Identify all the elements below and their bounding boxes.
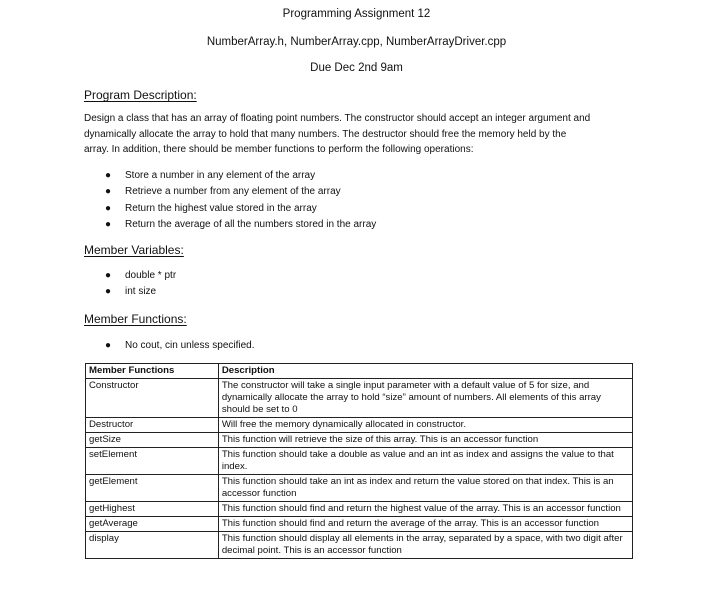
paragraph-line: dynamically allocate the array to hold that many numbers. The destructor should free the memory held by the bbox=[84, 128, 567, 140]
function-name-cell: Destructor bbox=[86, 418, 219, 433]
notes-list bbox=[104, 338, 255, 354]
function-name-cell: display bbox=[86, 532, 219, 559]
bullet-icon: ● bbox=[105, 170, 112, 181]
list-item: ● double * ptr bbox=[104, 268, 176, 284]
table-row bbox=[86, 532, 633, 559]
bullet-icon: ● bbox=[105, 286, 112, 298]
table-header-row bbox=[86, 364, 633, 379]
member-variables-list bbox=[104, 268, 176, 301]
table-row bbox=[86, 433, 633, 448]
program-description-heading: Program Description: bbox=[84, 88, 197, 102]
table-row bbox=[86, 517, 633, 532]
bullet-icon: ● bbox=[105, 218, 112, 230]
table-row bbox=[86, 448, 633, 475]
function-name-cell: getElement bbox=[86, 475, 219, 502]
function-name-cell: getHighest bbox=[86, 502, 219, 517]
description-cell: This function should take an int as index and return the value stored on that index. This is an accessor function bbox=[218, 475, 632, 502]
table-row bbox=[86, 475, 633, 502]
file-list: NumberArray.h, NumberArray.cpp, NumberArrayDriver.cpp bbox=[206, 36, 507, 48]
paragraph-line: Design a class that has an array of floating point numbers. The constructor should accept an integer argument and bbox=[84, 113, 591, 124]
description-cell: This function should find and return the average of the array. This is an accessor function bbox=[218, 517, 632, 532]
function-name-cell: setElement bbox=[86, 448, 219, 475]
description-cell: Will free the memory dynamically allocated in constructor. bbox=[218, 418, 632, 433]
function-name-cell: Constructor bbox=[86, 379, 219, 418]
table-row bbox=[86, 418, 633, 433]
bullet-icon: ● bbox=[105, 340, 112, 351]
table-row bbox=[86, 502, 633, 517]
member-variables-heading: Member Variables: bbox=[84, 243, 184, 257]
bullet-icon: ● bbox=[105, 186, 112, 198]
list-item: ● Retrieve a number from any element of the array bbox=[104, 184, 376, 200]
description-cell: This function should take a double as value and an int as index and assigns the value to that index. bbox=[218, 448, 632, 475]
bullet-icon: ● bbox=[105, 202, 112, 214]
list-item: ● int size bbox=[104, 284, 176, 300]
column-header: Member Functions bbox=[86, 364, 219, 379]
bullet-icon: ● bbox=[105, 270, 112, 281]
due-date: Due Dec 2nd 9am bbox=[310, 62, 403, 74]
function-name-cell: getAverage bbox=[86, 517, 219, 532]
description-cell: This function will retrieve the size of this array. This is an accessor function bbox=[218, 433, 632, 448]
list-item: ● No cout, cin unless specified. bbox=[104, 338, 255, 354]
column-header: Description bbox=[218, 364, 632, 379]
list-item: ● Store a number in any element of the array bbox=[104, 168, 376, 184]
function-name-cell: getSize bbox=[86, 433, 219, 448]
table-row bbox=[86, 379, 633, 418]
member-functions-table bbox=[85, 363, 633, 559]
list-item: ● Return the highest value stored in the array bbox=[104, 201, 376, 217]
member-functions-heading: Member Functions: bbox=[84, 312, 187, 326]
description-cell: This function should display all elements in the array, separated by a space, with two digit after decimal point. This is an accessor function bbox=[218, 532, 632, 559]
paragraph-line: array. In addition, there should be member functions to perform the following operations: bbox=[84, 144, 474, 155]
description-cell: The constructor will take a single input parameter with a default value of 5 for size, and dynamically allocate the array to hold “size” amount of numbers. All elements of this array should be set to 0 bbox=[218, 379, 632, 418]
program-description-paragraph bbox=[84, 111, 636, 158]
description-cell: This function should find and return the highest value of the array. This is an accessor function bbox=[218, 502, 632, 517]
list-item: ● Return the average of all the numbers stored in the array bbox=[104, 217, 376, 233]
assignment-title: Programming Assignment 12 bbox=[282, 8, 431, 20]
operations-list bbox=[104, 168, 376, 233]
